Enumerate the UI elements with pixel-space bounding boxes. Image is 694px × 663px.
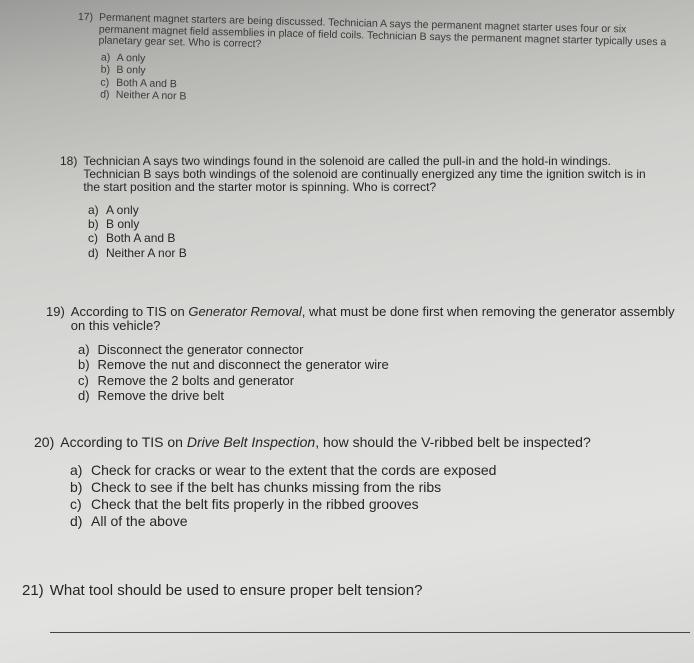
question-text [71,305,676,334]
option-text: B only [116,64,146,77]
option-text: Check to see if the belt has chunks missing from the ribs [91,479,442,496]
option-text: Remove the nut and disconnect the generator wire [97,357,389,373]
option [88,246,660,260]
option-letter: b) [100,63,111,76]
option-letter: c) [70,495,82,512]
option-letter: c) [78,372,89,388]
question-number: 18) [60,154,78,168]
option [88,203,660,217]
question-17 [76,12,678,115]
option [78,388,676,404]
option-text: B only [106,216,140,231]
question-20 [34,435,674,530]
question-number: 21) [22,582,44,599]
option-letter: b) [88,216,99,231]
option-text: Neither A nor B [106,245,187,260]
question-21 [22,583,682,600]
option [70,462,674,479]
tis-topic: Generator Removal [188,304,302,319]
option-letter: d) [70,512,83,529]
option-letter: a) [100,51,111,64]
text-part: , what must be done first when removing the generator assembly on this vehicle? [70,304,675,334]
question-text: Technician A says two windings found in the solenoid are called the pull-in and the hold-in windings. Technician B says both windings of the solenoid are continually energized any time the ignition switch is in the start position and the starter motor is spinning. Who is correct? [83,154,646,195]
text-part: According to TIS on [70,304,189,319]
question-text [60,435,591,450]
question-number: 17) [77,11,94,24]
option-letter: a) [88,202,99,217]
option-text: Remove the 2 bolts and generator [97,372,295,388]
option-text: Check that the belt fits properly in the ribbed grooves [91,495,419,512]
option-letter: a) [78,341,90,357]
option [70,496,674,513]
option [88,217,660,231]
question-number: 19) [46,304,65,319]
option-text: Check for cracks or wear to the extent that the cords are exposed [91,462,497,479]
option-letter: c) [88,231,98,246]
option-letter: d) [88,245,99,260]
option-text: A only [116,51,146,65]
option [88,231,660,245]
option-letter: d) [99,88,110,102]
question-number: 20) [34,434,55,450]
option-text: Neither A nor B [115,89,187,103]
option-letter: b) [78,357,90,373]
option-text: All of the above [91,512,188,529]
option-letter: a) [70,462,83,479]
option-text: Remove the drive belt [97,388,224,404]
question-19 [46,305,676,404]
option-letter: c) [100,76,110,89]
question-text: Permanent magnet starters are being discussed. Technician A says the permanent magnet starter uses four or six permanent magnet field assemblies in place of field coils. Technician B says the permanent magnet starter typically uses a planetary gear set. Who is correct? [98,11,667,51]
option [70,479,674,496]
option-text: Both A and B [106,231,176,246]
option [78,357,676,373]
option-text: Both A and B [116,76,177,91]
option [78,373,676,389]
text-part: , how should the V-ribbed belt be inspected? [315,434,591,450]
option-text: Disconnect the generator connector [97,341,304,357]
option [78,342,676,358]
answer-line [50,632,690,633]
text-part: According to TIS on [60,434,187,450]
question-18 [60,155,660,260]
option [70,513,674,530]
question-text: What tool should be used to ensure proper belt tension? [49,582,423,599]
tis-topic: Drive Belt Inspection [186,434,316,450]
option-text: A only [106,202,139,217]
option-letter: d) [78,388,90,404]
option-letter: b) [70,479,83,496]
